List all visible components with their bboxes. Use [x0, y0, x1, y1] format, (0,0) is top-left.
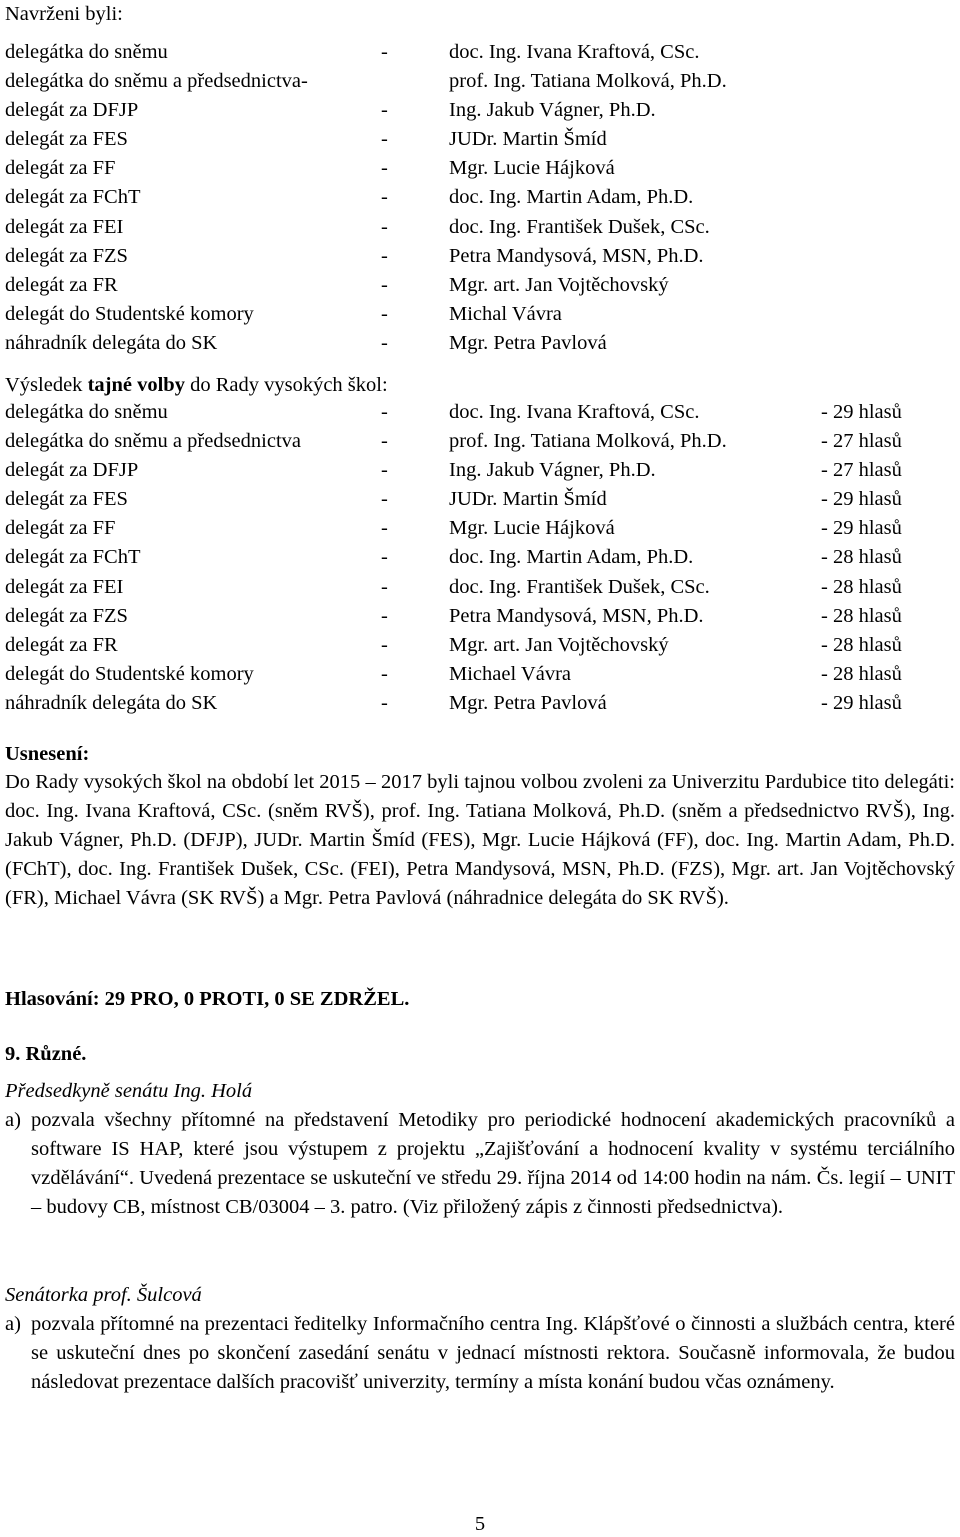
page-number: 5: [474, 1513, 486, 1535]
proposed-dash: -: [381, 157, 388, 180]
results-votes: - 27 hlasů: [821, 430, 902, 453]
results-votes: - 28 hlasů: [821, 546, 902, 569]
results-role: delegát za FEI: [5, 575, 124, 598]
results-role: delegát za FChT: [5, 546, 141, 569]
results-row: [5, 543, 955, 572]
proposed-dash: -: [381, 41, 388, 63]
proposed-name: Michal Vávra: [449, 302, 562, 325]
proposed-row: [5, 154, 955, 183]
proposed-row: [5, 125, 955, 154]
proposed-role: delegát za DFJP: [5, 99, 139, 122]
results-row: [5, 573, 955, 602]
proposed-heading: Navrženi byli:: [5, 3, 123, 25]
results-name: Ing. Jakub Vágner, Ph.D.: [449, 459, 656, 482]
results-heading-bold: tajné volby: [87, 374, 185, 396]
results-row: [5, 485, 955, 514]
results-role: delegát za FF: [5, 517, 116, 540]
proposed-role: delegát za FR: [5, 273, 118, 296]
proposed-row: [5, 213, 955, 242]
results-row: [5, 689, 955, 718]
proposed-name: Mgr. Lucie Hájková: [449, 157, 615, 180]
proposed-row: [5, 183, 955, 212]
results-role: náhradník delegáta do SK: [5, 691, 218, 714]
results-name: doc. Ing. Martin Adam, Ph.D.: [449, 546, 694, 569]
results-dash: -: [381, 517, 388, 540]
results-name: Mgr. Lucie Hájková: [449, 517, 615, 540]
proposed-dash: -: [381, 302, 388, 325]
results-votes: - 29 hlasů: [821, 517, 902, 540]
proposed-name: prof. Ing. Tatiana Molková, Ph.D.: [449, 70, 727, 93]
results-role: delegátka do sněmu a předsednictva: [5, 430, 301, 453]
results-row: [5, 631, 955, 660]
proposed-role: delegát za FES: [5, 128, 128, 151]
results-role: delegát do Studentské komory: [5, 662, 254, 685]
proposed-row: [5, 329, 955, 358]
proposed-row: [5, 271, 955, 300]
results-name: Petra Mandysová, MSN, Ph.D.: [449, 604, 704, 627]
proposed-name: doc. Ing. František Dušek, CSc.: [449, 215, 710, 238]
results-role: delegát za DFJP: [5, 459, 139, 482]
results-role: delegátka do sněmu: [5, 401, 168, 423]
results-row: [5, 398, 955, 427]
agenda-item-2-text: pozvala přítomné na prezentaci ředitelky Informačního centra Ing. Klápšťové o činnosti a službách centra, které se uskuteční dnes po skončení zasedání senátu v jednací místnosti rektora. Současně informovala, že budou následovat prezentace dalších pracovišť univerzity, termíny a místa konání budou včas oznámeny.: [31, 1313, 955, 1394]
results-name: JUDr. Martin Šmíd: [449, 488, 607, 511]
results-dash: -: [381, 691, 388, 714]
resolution-heading: Usnesení:: [5, 743, 90, 765]
proposed-role: delegát za FZS: [5, 244, 128, 267]
proposed-name: doc. Ing. Martin Adam, Ph.D.: [449, 186, 694, 209]
results-dash: -: [381, 604, 388, 627]
proposed-role: delegát do Studentské komory: [5, 302, 254, 325]
proposed-dash: -: [381, 331, 388, 354]
proposed-name: Ing. Jakub Vágner, Ph.D.: [449, 99, 656, 122]
results-heading-pre: Výsledek: [5, 374, 88, 396]
proposed-role: delegát za FF: [5, 157, 116, 180]
proposed-role: delegát za FEI: [5, 215, 124, 238]
results-votes: - 29 hlasů: [821, 691, 902, 714]
proposed-role: delegátka do sněmu a předsednictva-: [5, 70, 308, 93]
proposed-dash: -: [381, 215, 388, 238]
proposed-list: [5, 38, 955, 358]
proposed-role: delegátka do sněmu: [5, 41, 168, 63]
results-dash: -: [381, 430, 388, 453]
results-name: Michael Vávra: [449, 662, 571, 685]
agenda-item-2: [5, 1310, 955, 1397]
results-votes: - 28 hlasů: [821, 575, 902, 598]
proposed-dash: -: [381, 273, 388, 296]
speaker-1: Předsedkyně senátu Ing. Holá: [5, 1080, 253, 1102]
proposed-row: [5, 300, 955, 329]
results-dash: -: [381, 488, 388, 511]
results-name: Mgr. Petra Pavlová: [449, 691, 607, 714]
results-votes: - 29 hlasů: [821, 401, 902, 423]
proposed-row: [5, 96, 955, 125]
proposed-role: delegát za FChT: [5, 186, 141, 209]
results-list: [5, 398, 955, 718]
proposed-name: JUDr. Martin Šmíd: [449, 128, 607, 151]
agenda-item-1-label: a): [5, 1109, 21, 1131]
results-row: [5, 514, 955, 543]
speaker-2: Senátorka prof. Šulcová: [5, 1284, 202, 1306]
resolution-vote: Hlasování: 29 PRO, 0 PROTI, 0 SE ZDRŽEL.: [5, 988, 410, 1010]
proposed-name: Mgr. art. Jan Vojtěchovský: [449, 273, 669, 296]
results-heading-post: do Rady vysokých škol:: [184, 374, 388, 396]
results-dash: -: [381, 662, 388, 685]
results-role: delegát za FZS: [5, 604, 128, 627]
proposed-name: Petra Mandysová, MSN, Ph.D.: [449, 244, 704, 267]
proposed-name: doc. Ing. Ivana Kraftová, CSc.: [449, 41, 700, 63]
proposed-row: [5, 242, 955, 271]
results-row: [5, 602, 955, 631]
results-name: doc. Ing. Ivana Kraftová, CSc.: [449, 401, 700, 423]
proposed-row: [5, 38, 955, 67]
proposed-dash: -: [381, 186, 388, 209]
results-name: Mgr. art. Jan Vojtěchovský: [449, 633, 669, 656]
results-heading: [5, 371, 388, 400]
results-role: delegát za FES: [5, 488, 128, 511]
results-dash: -: [381, 546, 388, 569]
results-votes: - 29 hlasů: [821, 488, 902, 511]
results-dash: -: [381, 401, 388, 423]
results-row: [5, 660, 955, 689]
results-votes: - 27 hlasů: [821, 459, 902, 482]
agenda-item-1-text: pozvala všechny přítomné na představení Metodiky pro periodické hodnocení akademických pracovníků a software IS HAP, které jsou výstupem z projektu „Zajišťování a hodnocení kvality v systému terciálního vzdělávání“. Uvedená prezentace se uskuteční ve středu 29. října 2014 od 14:00 hodin na nám. Čs. legií – UNIT – budovy CB, místnost CB/03004 – 3. patro. (Viz přiložený zápis z činnosti předsednictva).: [31, 1109, 955, 1219]
results-votes: - 28 hlasů: [821, 604, 902, 627]
results-dash: -: [381, 459, 388, 482]
proposed-dash: -: [381, 128, 388, 151]
results-role: delegát za FR: [5, 633, 118, 656]
agenda-item-2-label: a): [5, 1313, 21, 1335]
proposed-role: náhradník delegáta do SK: [5, 331, 218, 354]
results-dash: -: [381, 633, 388, 656]
proposed-name: Mgr. Petra Pavlová: [449, 331, 607, 354]
section-9-heading: 9. Různé.: [5, 1043, 87, 1065]
results-votes: - 28 hlasů: [821, 633, 902, 656]
results-name: prof. Ing. Tatiana Molková, Ph.D.: [449, 430, 727, 453]
proposed-row: [5, 67, 955, 96]
results-dash: -: [381, 575, 388, 598]
results-votes: - 28 hlasů: [821, 662, 902, 685]
results-row: [5, 456, 955, 485]
proposed-dash: -: [381, 244, 388, 267]
results-row: [5, 427, 955, 456]
agenda-item-1: [5, 1106, 955, 1222]
results-name: doc. Ing. František Dušek, CSc.: [449, 575, 710, 598]
proposed-dash: -: [381, 99, 388, 122]
resolution-text: Do Rady vysokých škol na období let 2015 – 2017 byli tajnou volbou zvoleni za Univerzitu Pardubice tito delegáti: doc. Ing. Ivana Kraftová, CSc. (sněm RVŠ), prof. Ing. Tatiana Molková, Ph.D. (sněm a předsednictvo RVŠ), Ing. Jakub Vágner, Ph.D. (DFJP), JUDr. Martin Šmíd (FES), Mgr. Lucie Hájková (FF), doc. Ing. Martin Adam, Ph.D. (FChT), doc. Ing. František Dušek, CSc. (FEI), Petra Mandysová, MSN, Ph.D. (FZS), Mgr. art. Jan Vojtěchovský (FR), Michael Vávra (SK RVŠ) a Mgr. Petra Pavlová (náhradnice delegáta do SK RVŠ).: [5, 771, 955, 910]
